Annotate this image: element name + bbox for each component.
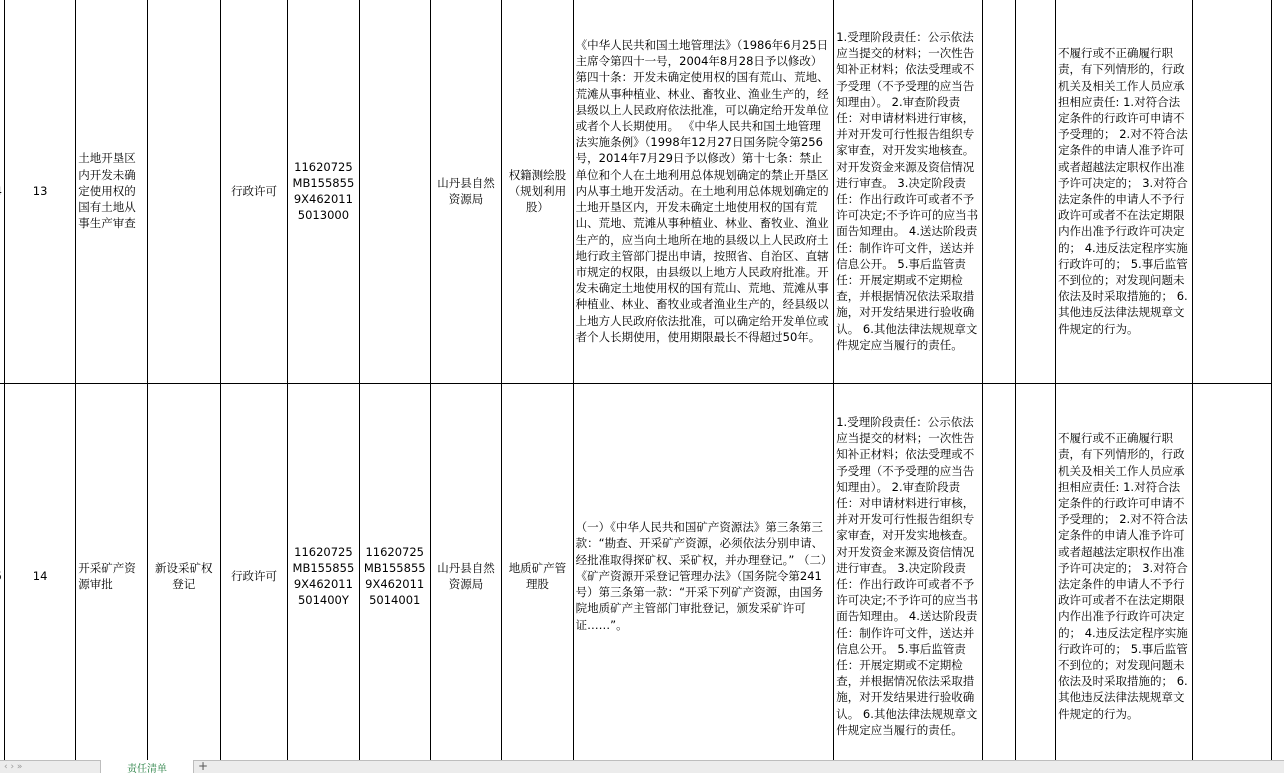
sub-item-cell[interactable]: 新设采矿权登记 [147,384,220,769]
sub-item-cell[interactable] [147,0,220,384]
accountability-cell[interactable]: 不履行或不正确履行职责，有下列情形的，行政机关及相关工作人员应承担相应责任: 1.对符合法定条件的行政许可申请不予受理的； 2.对不符合法定条件的申请人准予许可或者超越法定职权作出准予许可决定的； 3.对符合法定条件的申请人不予行政许可或者不在法定期限内作出准予行政许可决定的； 4.违反法定程序实施行政许可的； 5.事后监管不到位的；对发现问题未依法及时采取措施的； 6.其他违反法律法规规章文件规定的行为。 [1056,0,1193,384]
table-row[interactable] [0,0,1272,384]
sheet-tab[interactable]: 责任清单 [100,760,194,773]
empty-cell[interactable] [1016,384,1056,769]
dept-cell[interactable]: 山丹县自然资源局 [430,0,501,384]
dept-cell[interactable]: 山丹县自然资源局 [430,384,501,769]
accountability-cell[interactable]: 不履行或不正确履行职责，有下列情形的，行政机关及相关工作人员应承担相应责任: 1.对符合法定条件的行政许可申请不予受理的； 2.对不符合法定条件的申请人准予许可或者超越法定职权作出准予许可决定的； 3.对符合法定条件的申请人不予行政许可或者不在法定期限内作出准予行政许可决定的； 4.违反法定程序实施行政许可的； 5.事后监管不到位的；对发现问题未依法及时采取措施的； 6.其他违反法律法规规章文件规定的行为。 [1056,384,1193,769]
sheet-nav-arrows[interactable]: ‹ › » [4,762,23,772]
unit-cell[interactable]: 权籍测绘股（规划利用股） [502,0,573,384]
sheet-tab-bar [0,760,1284,773]
empty-cell[interactable] [982,384,1016,769]
duty-cell[interactable]: 1.受理阶段责任：公示依法应当提交的材料；一次性告知补正材料；依法受理或不予受理（不予受理的应当告知理由）。 2.审查阶段责任：对申请材料进行审核，并对开发可行性报告组织专家审查，对开发实地核查。对开发资金来源及资信情况进行审查。 3.决定阶段责任：作出行政许可或者不予许可决定;不予许可的应当书面告知理由。 4.送达阶段责任：制作许可文件，送达并信息公开。 5.事后监管责任：开展定期或不定期检查，并根据情况依法采取措施，对开发结果进行验收确认。 6.其他法律法规规章文件规定应当履行的责任。 [834,384,983,769]
table-row[interactable] [0,384,1272,769]
type-cell[interactable]: 行政许可 [220,0,287,384]
duty-cell[interactable]: 1.受理阶段责任：公示依法应当提交的材料；一次性告知补正材料；依法受理或不予受理（不予受理的应当告知理由）。 2.审查阶段责任：对申请材料进行审核，并对开发可行性报告组织专家审查，对开发实地核查。对开发资金来源及资信情况进行审查。 3.决定阶段责任：作出行政许可或者不予许可决定;不予许可的应当书面告知理由。 4.送达阶段责任：制作许可文件，送达并信息公开。 5.事后监管责任：开展定期或不定期检查，并根据情况依法采取措施，对开发结果进行验收确认。 6.其他法律法规规章文件规定应当履行的责任。 [834,0,983,384]
empty-cell[interactable] [1016,0,1056,384]
item-name-cell[interactable]: 开采矿产资源审批 [76,384,147,769]
empty-cell[interactable] [1192,0,1271,384]
item-name-cell[interactable]: 土地开垦区内开发未确定使用权的国有土地从事生产审查 [76,0,147,384]
empty-cell[interactable] [1192,384,1271,769]
unit-cell[interactable]: 地质矿产管理股 [502,384,573,769]
seq-cell[interactable]: 13 [4,0,75,384]
code-cell[interactable]: 11620725MB1558559X4620115013000 [288,0,359,384]
seq-cell[interactable]: 14 [4,384,75,769]
code-cell[interactable]: 11620725MB1558559X462011501400Y [288,384,359,769]
basis-cell[interactable]: 《中华人民共和国土地管理法》（1986年6月25日主席令第四十一号，2004年8月28日予以修改）第四十条：开发未确定使用权的国有荒山、荒地、荒滩从事种植业、林业、畜牧业、渔业生产的，经县级以上人民政府依法批准，可以确定给开发单位或者个人长期使用。 《中华人民共和国土地管理法实施条例》（1998年12月27日国务院令第256号，2014年7月29日予以修改）第十七条：禁止单位和个人在土地利用总体规划确定的禁止开垦区内从事土地开发活动。在土地利用总体规划确定的土地开垦区内，开发未确定土地使用权的国有荒山、荒地、荒滩从事种植业、林业、畜牧业、渔业生产的，应当向土地所在地的县级以上人民政府土地行政主管部门提出申请，按照省、自治区、直辖市规定的权限，由县级以上地方人民政府批准。开发未确定土地使用权的国有荒山、荒地、荒滩从事种植业、林业、畜牧业或者渔业生产的，经县级以上地方人民政府依法批准，可以确定给开发单位或者个人长期使用，使用期限最长不得超过50年。 [573,0,834,384]
add-sheet-icon[interactable]: + [198,759,209,773]
code-cell-2[interactable]: 11620725MB1558559X4620115014001 [359,384,430,769]
basis-cell[interactable]: （一）《中华人民共和国矿产资源法》第三条第三款：“勘查、开采矿产资源，必须依法分别申请、经批准取得探矿权、采矿权，并办理登记。” （二）《矿产资源开采登记管理办法》（国务院令第241号）第三条第一款：“开采下列矿产资源，由国务院地质矿产主管部门审批登记，颁发采矿许可证……”。 [573,384,834,769]
code-cell-2[interactable] [359,0,430,384]
empty-cell[interactable] [982,0,1016,384]
type-cell[interactable]: 行政许可 [220,384,287,769]
